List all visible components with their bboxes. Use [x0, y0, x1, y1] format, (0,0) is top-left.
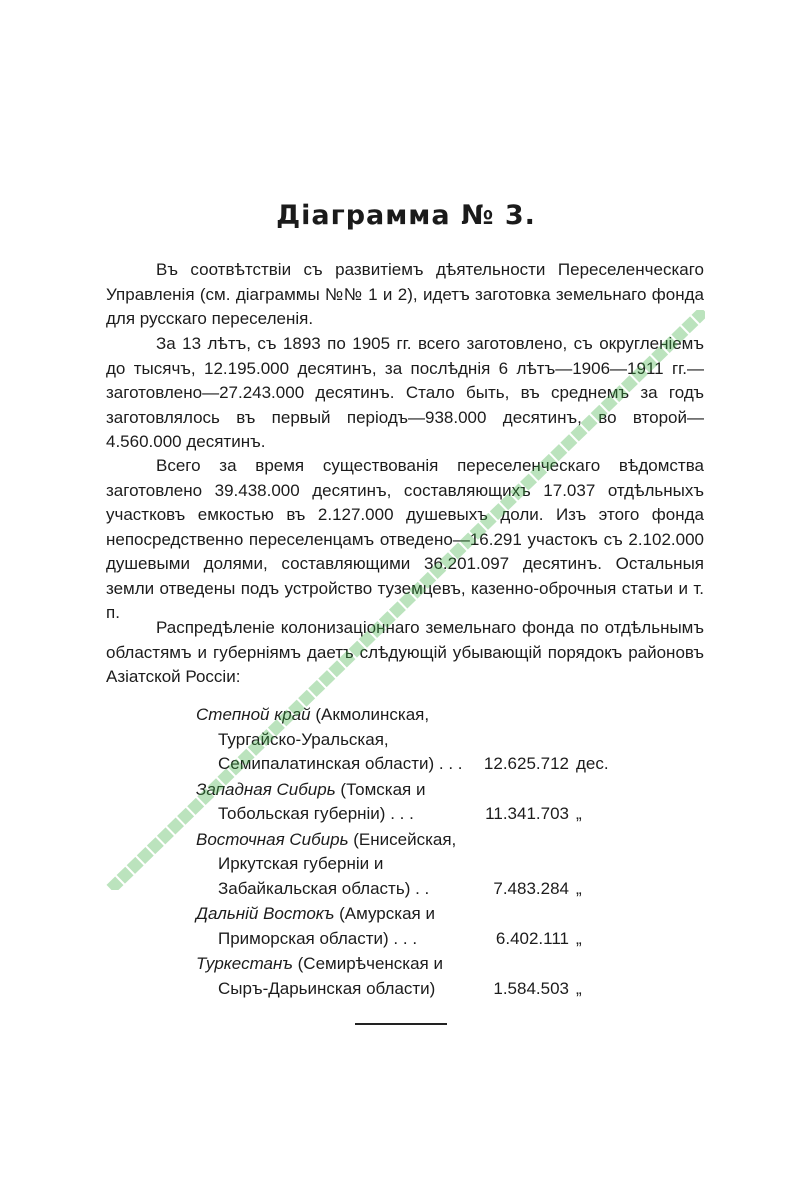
region-name: Степной край — [196, 705, 311, 724]
region-unit: дес. — [576, 754, 609, 773]
region-detail: (Акмолинская, Тургайско-Уральская, Семипалатинская области) . . . — [218, 705, 463, 773]
paragraph-total-fund — [106, 454, 704, 626]
region-name: Туркестанъ — [196, 954, 293, 973]
region-value: 11.341.703 — [485, 804, 569, 823]
watermark-square — [167, 818, 184, 835]
paragraph-text: Всего за время существованія переселенческаго вѣдомства заготовлено 39.438.000 десятинъ, составляющихъ 17.037 отдѣльныхъ участковъ емкостью въ 2.127.000 душевыхъ доли. Изъ этого фонда непосредственно переселенцамъ отведено—16.291 участокъ съ 2.102.000 душевыми долями, составляющими 36.201.097 десятинъ. Остальныя земли отведены подъ устройство туземцевъ, казенно-оброчныя статьи и т. п. — [106, 456, 704, 622]
section-divider — [355, 1023, 447, 1025]
region-detail: (Енисейская, Иркутская губерніи и Забайкальская область) . . — [218, 829, 457, 898]
region-description — [196, 952, 494, 1001]
region-item — [196, 703, 636, 777]
region-detail: (Томская и Тобольская губерніи) . . . — [218, 779, 426, 823]
watermark-square — [107, 877, 124, 890]
paragraph-text: Въ соотвѣтствіи съ развитіемъ дѣятельности Переселенческаго Управленія (см. діаграммы №№ 1 и 2), идетъ заготовка земельнаго фонда для русскаго переселенія. — [106, 260, 704, 328]
region-description — [196, 828, 494, 902]
region-unit: „ — [576, 928, 582, 948]
watermark-square — [137, 847, 154, 864]
region-name: Восточная Сибирь — [196, 829, 349, 849]
watermark-square — [147, 837, 164, 854]
region-value: 7.483.284 — [493, 878, 569, 898]
region-value: 1.584.503 — [493, 978, 569, 998]
region-detail: (Семирѣченская и Сыръ-Дарьинская области) — [218, 954, 443, 998]
region-description — [196, 902, 494, 951]
page-title: Діаграмма № 3. — [276, 200, 536, 231]
watermark-square — [177, 808, 194, 825]
region-detail: (Амурская и Приморская области) . . . — [218, 904, 435, 948]
paragraph-distribution-intro — [106, 616, 704, 690]
watermark-square — [117, 867, 134, 884]
region-item — [196, 952, 636, 1001]
region-item — [196, 778, 636, 827]
region-item — [196, 828, 636, 902]
paragraph-intro — [106, 258, 704, 332]
watermark-square — [127, 857, 144, 874]
region-item — [196, 902, 636, 951]
paragraph-text: Распредѣленіе колонизаціоннаго земельнаго фонда по отдѣльнымъ областямъ и губерніямъ даетъ слѣдующій убывающій порядокъ районовъ Азіатской Россіи: — [106, 618, 704, 686]
paragraph-period-stats — [106, 332, 704, 455]
region-unit: „ — [576, 878, 582, 898]
paragraph-text: За 13 лѣтъ, съ 1893 по 1905 гг. всего заготовлено, съ округленіемъ до тысячъ, 12.195.000 десятинъ, за послѣднія 6 лѣтъ—1906—1911 гг.—заготовлено—27.243.000 десятинъ. Стало быть, въ среднемъ за годъ заготовлялось въ первый періодъ—938.000 десятинъ, во второй—4.560.000 десятинъ. — [106, 334, 704, 451]
region-description — [196, 703, 494, 777]
region-name: Западная Сибирь — [196, 779, 336, 799]
region-name: Дальній Востокъ — [196, 904, 335, 923]
region-unit: „ — [576, 978, 582, 998]
region-value: 12.625.712 — [483, 754, 569, 773]
region-description — [196, 778, 494, 827]
region-value: 6.402.111 — [495, 928, 569, 948]
region-list — [196, 703, 636, 1002]
region-unit: „ — [576, 804, 582, 823]
watermark-square — [157, 827, 174, 844]
